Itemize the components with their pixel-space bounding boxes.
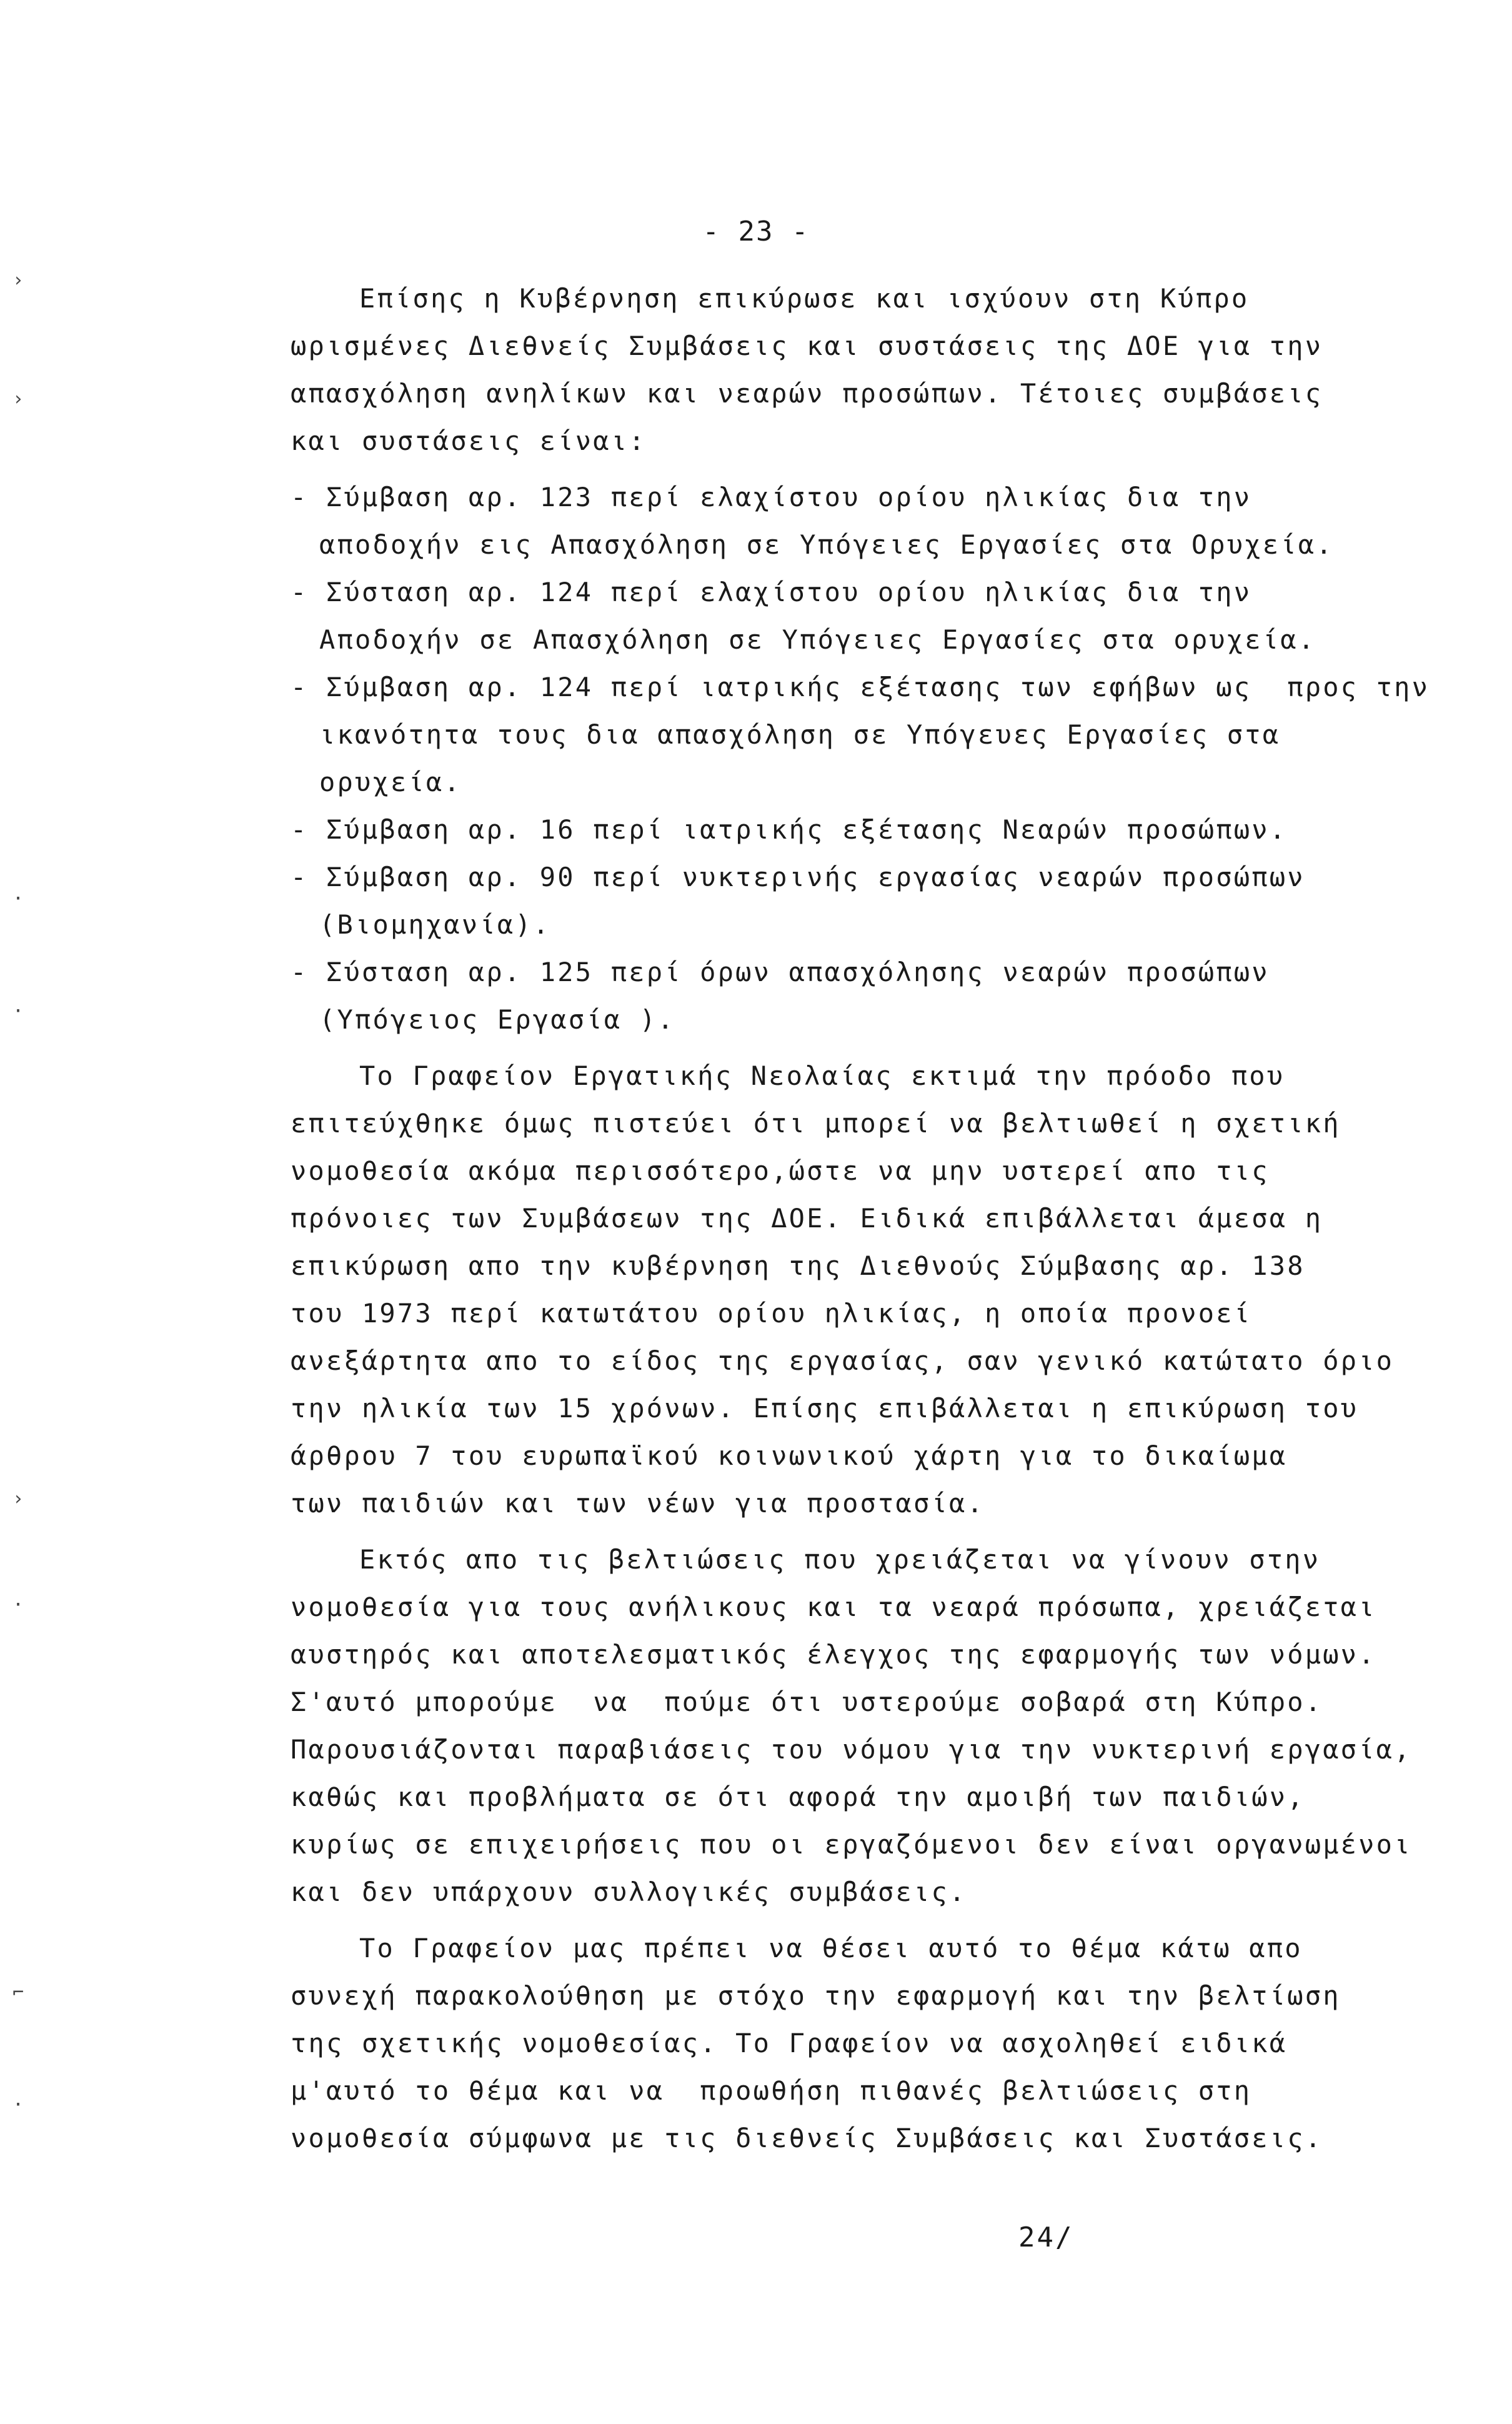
margin-tick-mark: · bbox=[12, 1594, 24, 1616]
text-line: Επίσης η Κυβέρνηση επικύρωσε και ισχύουν στη Κύπρο bbox=[359, 283, 1250, 314]
text-line: καθώς και προβλήματα σε ότι αφορά την αμοιβή των παιδιών, bbox=[291, 1782, 1305, 1812]
margin-tick-mark: ⌐ bbox=[12, 1982, 24, 2003]
text-line: κυρίως σε επιχειρήσεις που οι εργαζόμενοι δεν είναι οργανωμένοι bbox=[291, 1829, 1412, 1860]
margin-tick-mark: › bbox=[12, 388, 24, 410]
text-line: Σ'αυτό μπορούμε να πούμε ότι υστερούμε σοβαρά στη Κύπρο. bbox=[291, 1687, 1323, 1717]
margin-tick-mark: · bbox=[12, 1000, 24, 1022]
text-line: επικύρωση απο την κυβέρνηση της Διεθνούς Σύμβασης αρ. 138 bbox=[291, 1250, 1305, 1281]
list-item: - Σύσταση αρ. 125 περί όρων απασχόλησης νεαρών προσώπων bbox=[291, 957, 1270, 987]
text-line: της σχετικής νομοθεσίας. Το Γραφείον να ασχοληθεί ειδικά bbox=[291, 2028, 1288, 2058]
list-item-continuation: (Βιομηχανία). bbox=[319, 909, 551, 940]
text-line: νομοθεσία ακόμα περισσότερο,ώστε να μην υστερεί απο τις bbox=[291, 1155, 1270, 1186]
text-line: ωρισμένες Διεθνείς Συμβάσεις και συστάσεις της ΔΟΕ για την bbox=[291, 331, 1323, 361]
text-line: Παρουσιάζονται παραβιάσεις του νόμου για την νυκτερινή εργασία, bbox=[291, 1734, 1412, 1765]
list-item: - Σύμβαση αρ. 124 περί ιατρικής εξέτασης των εφήβων ως προς την bbox=[291, 672, 1430, 702]
margin-tick-mark: · bbox=[12, 2094, 24, 2116]
body-text bbox=[291, 275, 1478, 2162]
text-line: απασχόληση ανηλίκων και νεαρών προσώπων. Τέτοιες συμβάσεις bbox=[291, 378, 1323, 409]
text-line: την ηλικία των 15 χρόνων. Επίσης επιβάλλεται η επικύρωση του bbox=[291, 1393, 1359, 1424]
margin-tick-mark: › bbox=[12, 269, 24, 291]
list-item-continuation: (Υπόγειος Εργασία ). bbox=[319, 1004, 675, 1035]
margin-tick-mark: › bbox=[12, 1488, 24, 1510]
list-item: - Σύμβαση αρ. 16 περί ιατρικής εξέτασης Νεαρών προσώπων. bbox=[291, 814, 1288, 845]
text-line: Το Γραφείον Εργατικής Νεολαίας εκτιμά την πρόοδο που bbox=[359, 1060, 1285, 1091]
text-line: συνεχή παρακολούθηση με στόχο την εφαρμογή και την βελτίωση bbox=[291, 1980, 1341, 2011]
text-line: νομοθεσία σύμφωνα με τις διεθνείς Συμβάσεις και Συστάσεις. bbox=[291, 2123, 1323, 2153]
text-line: των παιδιών και των νέων για προστασία. bbox=[291, 1488, 985, 1519]
margin-tick-mark: · bbox=[12, 888, 24, 910]
text-line: μ'αυτό το θέμα και να προωθήση πιθανές βελτιώσεις στη bbox=[291, 2075, 1252, 2106]
page-number: - 23 - bbox=[702, 216, 810, 247]
text-line: Εκτός απο τις βελτιώσεις που χρειάζεται να γίνουν στην bbox=[359, 1544, 1321, 1575]
list-item: - Σύμβαση αρ. 90 περί νυκτερινής εργασίας νεαρών προσώπων bbox=[291, 862, 1305, 892]
text-line: νομοθεσία για τους ανήλικους και τα νεαρά πρόσωπα, χρειάζεται bbox=[291, 1592, 1376, 1622]
text-line: ανεξάρτητα απο το είδος της εργασίας, σαν γενικό κατώτατο όριο bbox=[291, 1345, 1395, 1376]
text-line: αυστηρός και αποτελεσματικός έλεγχος της εφαρμογής των νόμων. bbox=[291, 1639, 1376, 1670]
text-line: πρόνοιες των Συμβάσεων της ΔΟΕ. Ειδικά επιβάλλεται άμεσα η bbox=[291, 1203, 1323, 1234]
text-line: άρθρου 7 του ευρωπαϊκού κοινωνικού χάρτη για το δικαίωμα bbox=[291, 1440, 1288, 1471]
text-line: επιτεύχθηκε όμως πιστεύει ότι μπορεί να βελτιωθεί η σχετική bbox=[291, 1108, 1341, 1139]
continuation-marker: 24/ bbox=[1018, 2222, 1074, 2253]
list-item-continuation: Αποδοχήν σε Απασχόληση σε Υπόγειες Εργασίες στα ορυχεία. bbox=[319, 624, 1316, 655]
list-item-continuation: ικανότητα τους δια απασχόληση σε Υπόγευες Εργασίες στα bbox=[319, 719, 1281, 750]
list-item: - Σύμβαση αρ. 123 περί ελαχίστου ορίου ηλικίας δια την bbox=[291, 482, 1252, 512]
text-line: Το Γραφείον μας πρέπει να θέσει αυτό το θέμα κάτω απο bbox=[359, 1933, 1303, 1963]
text-line: και δεν υπάρχουν συλλογικές συμβάσεις. bbox=[291, 1877, 967, 1907]
list-item-continuation: ορυχεία. bbox=[319, 767, 462, 797]
list-item: - Σύσταση αρ. 124 περί ελαχίστου ορίου ηλικίας δια την bbox=[291, 577, 1252, 607]
text-line: και συστάσεις είναι: bbox=[291, 426, 647, 456]
list-item-continuation: αποδοχήν εις Απασχόληση σε Υπόγειες Εργασίες στα Ορυχεία. bbox=[319, 529, 1334, 560]
text-line: του 1973 περί κατωτάτου ορίου ηλικίας, η οποία προνοεί bbox=[291, 1298, 1252, 1329]
